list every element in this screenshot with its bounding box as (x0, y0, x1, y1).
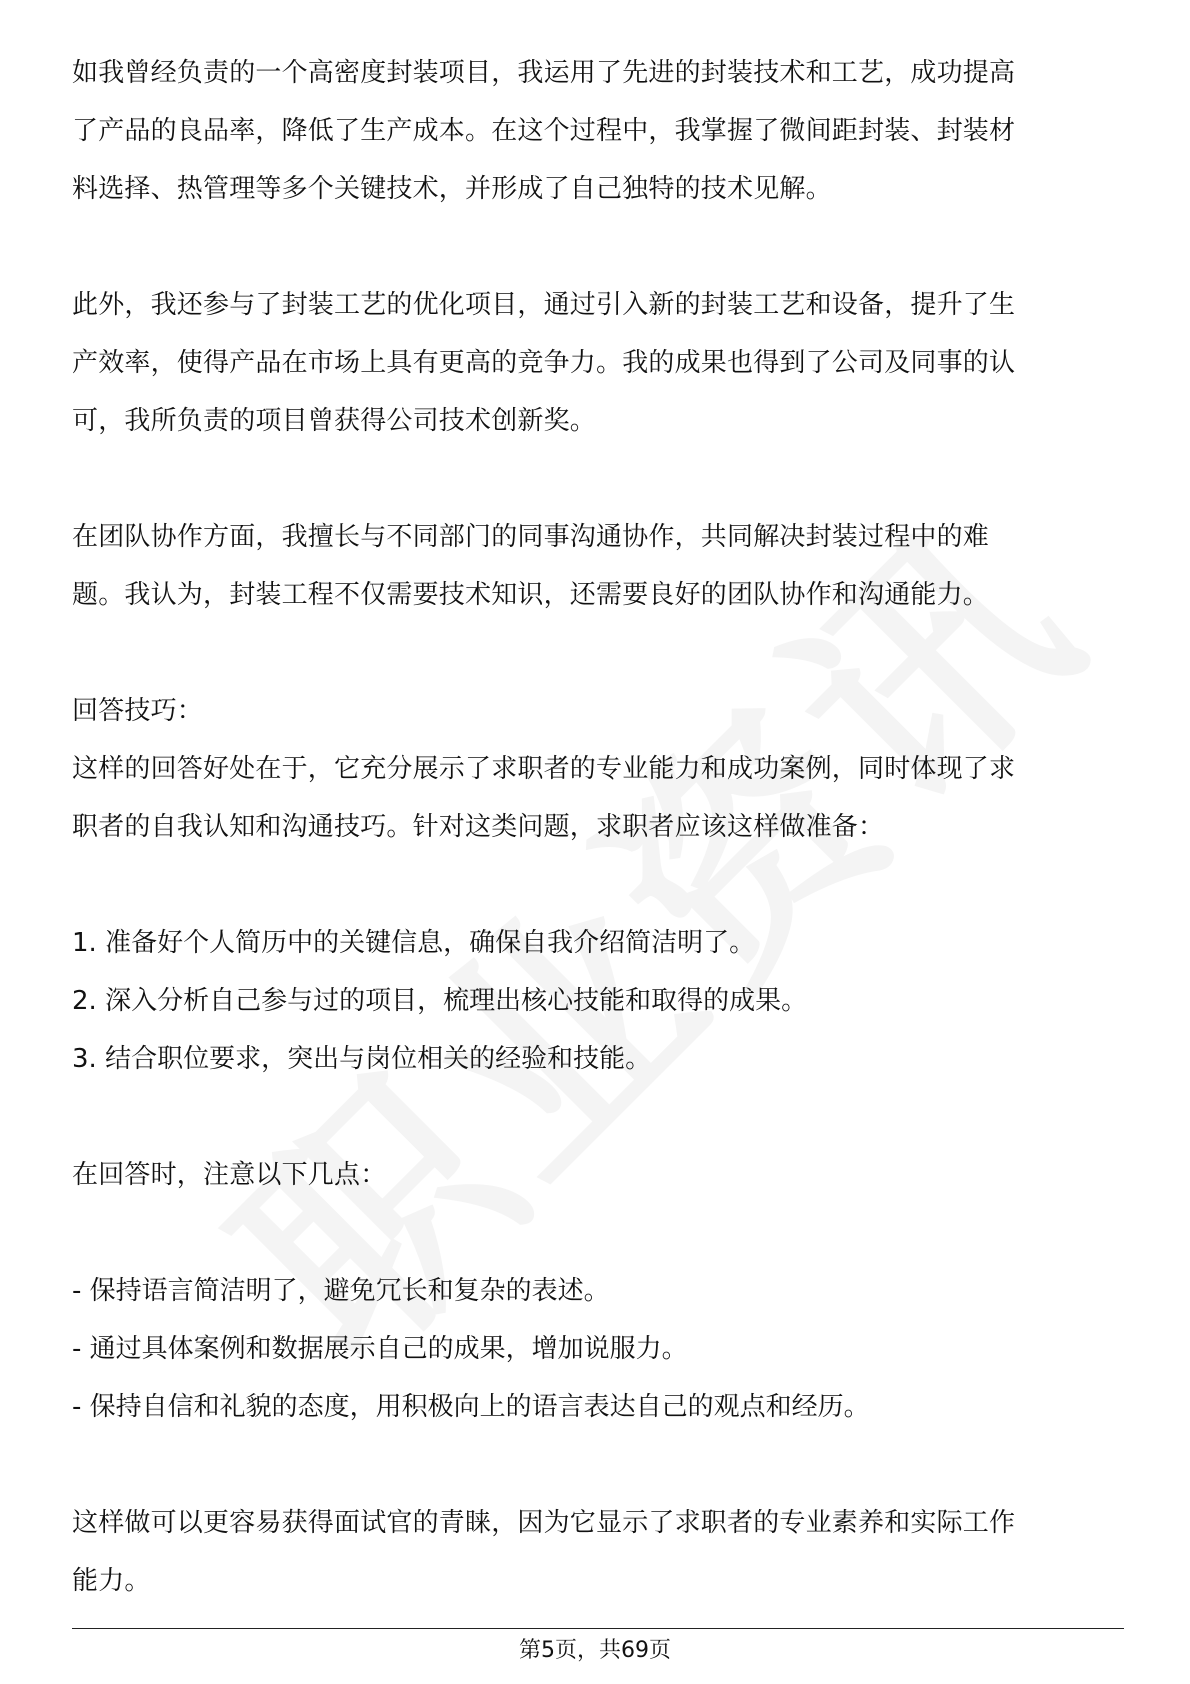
footer-divider (72, 1628, 1124, 1629)
list-item: - 保持自信和礼貌的态度，用积极向上的语言表达自己的观点和经历。 (72, 1392, 870, 1422)
bullet-list (72, 1262, 1122, 1436)
paragraph-line: 题。我认为，封装工程不仅需要技术知识，还需要良好的团队协作和沟通能力。 (72, 580, 990, 610)
paragraph-line: 在团队协作方面，我擅长与不同部门的同事沟通协作，共同解决封装过程中的难 (72, 522, 990, 552)
list-item: - 保持语言简洁明了，避免冗长和复杂的表述。 (72, 1276, 610, 1306)
paragraph-line: 可，我所负责的项目曾获得公司技术创新奖。 (72, 406, 597, 436)
paragraph-line: 这样做可以更容易获得面试官的青睐，因为它显示了求职者的专业素养和实际工作 (72, 1508, 1016, 1538)
paragraph-line: 能力。 (72, 1566, 151, 1596)
paragraph-line: 职者的自我认知和沟通技巧。针对这类问题，求职者应该这样做准备： (72, 812, 885, 842)
paragraph-line: 此外，我还参与了封装工艺的优化项目，通过引入新的封装工艺和设备，提升了生 (72, 290, 1016, 320)
document-body (72, 44, 1122, 1610)
note-heading: 在回答时，注意以下几点： (72, 1160, 387, 1190)
list-item: 2. 深入分析自己参与过的项目，梳理出核心技能和取得的成果。 (72, 986, 808, 1016)
paragraph-line: 如我曾经负责的一个高密度封装项目，我运用了先进的封装技术和工艺，成功提高 (72, 58, 1016, 88)
numbered-list (72, 914, 1122, 1088)
paragraph-line: 产效率，使得产品在市场上具有更高的竞争力。我的成果也得到了公司及同事的认 (72, 348, 1016, 378)
list-item: 3. 结合职位要求，突出与岗位相关的经验和技能。 (72, 1044, 652, 1074)
paragraph-line: 了产品的良品率，降低了生产成本。在这个过程中，我掌握了微间距封装、封装材 (72, 116, 1016, 146)
list-item: - 通过具体案例和数据展示自己的成果，增加说服力。 (72, 1334, 688, 1364)
paragraph-line: 料选择、热管理等多个关键技术，并形成了自己独特的技术见解。 (72, 174, 832, 204)
tips-heading: 回答技巧： (72, 696, 204, 726)
page-number: 第5页，共69页 (519, 1638, 671, 1663)
paragraph-line: 这样的回答好处在于，它充分展示了求职者的专业能力和成功案例，同时体现了求 (72, 754, 1016, 784)
list-item: 1. 准备好个人简历中的关键信息，确保自我介绍简洁明了。 (72, 928, 756, 958)
